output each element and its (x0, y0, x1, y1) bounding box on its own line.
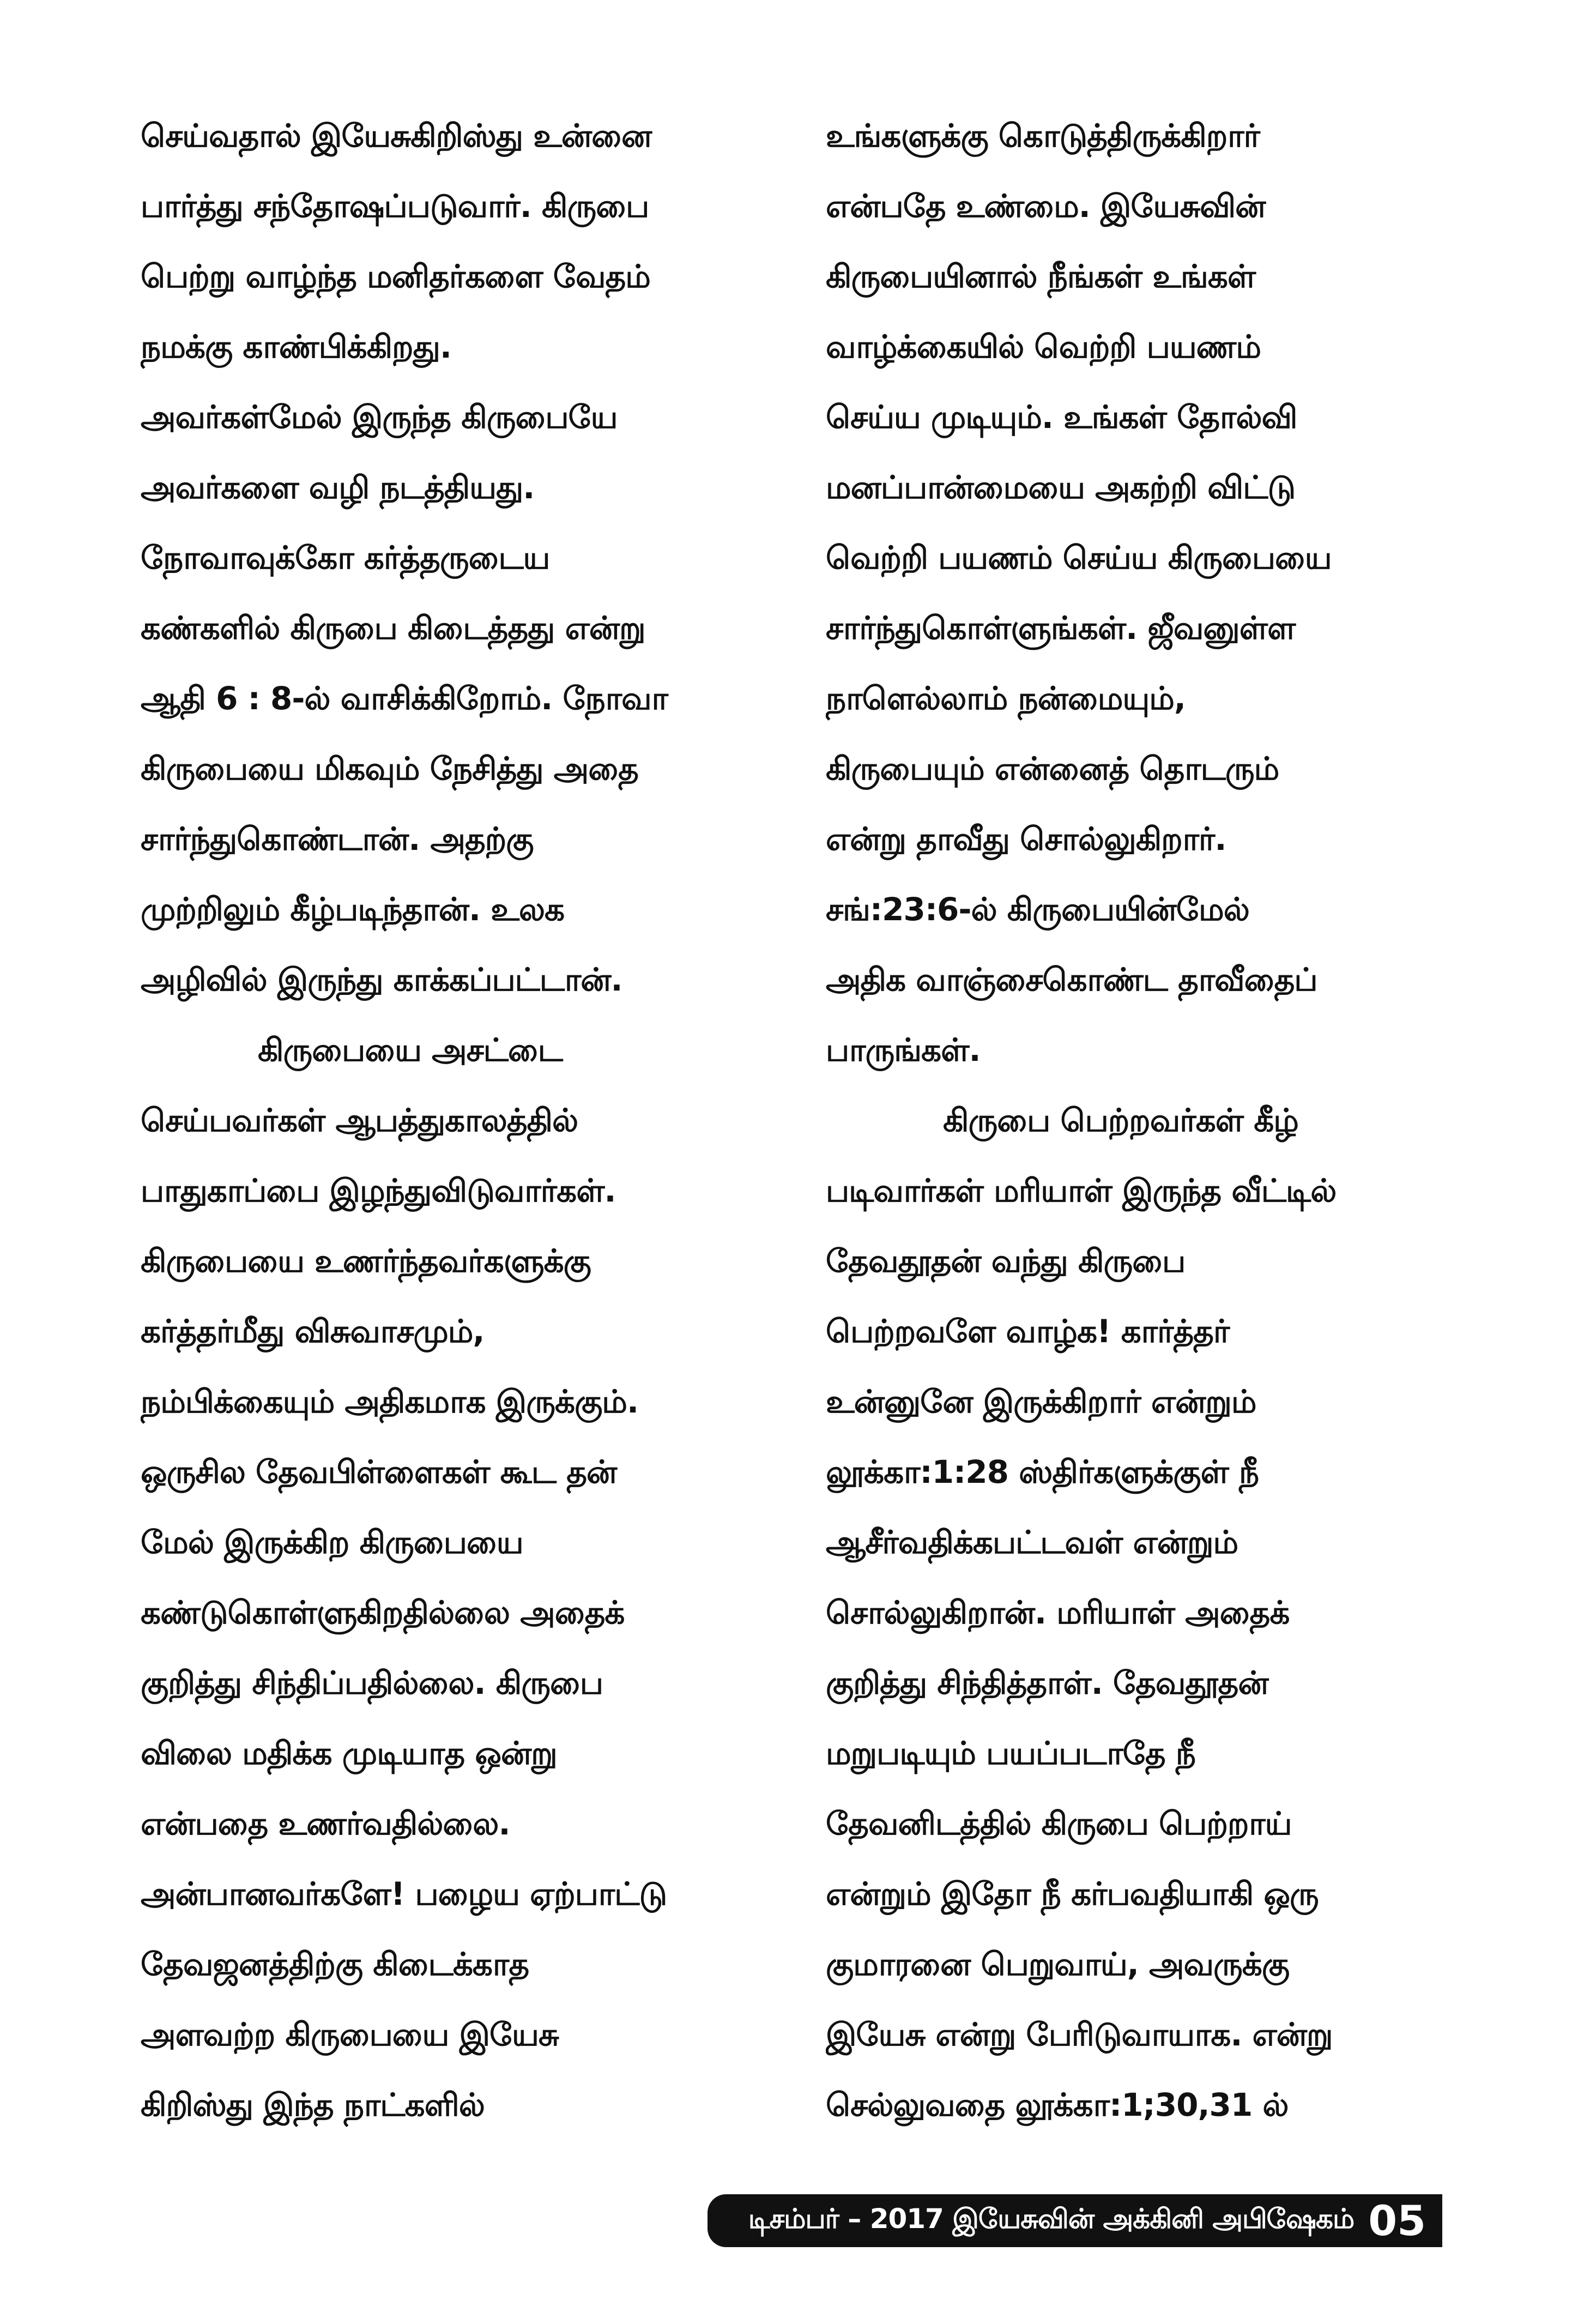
text-line: அதிக வாஞ்சைகொண்ட தாவீதைப் (826, 961, 1317, 998)
text-line: நமக்கு காண்பிக்கிறது. (141, 328, 451, 365)
text-line: கண்டுகொள்ளுகிறதில்லை அதைக் (141, 1594, 625, 1631)
text-line: சார்ந்துகொண்டான். அதற்கு (141, 820, 534, 858)
text-line: பெற்று வாழ்ந்த மனிதர்களை வேதம் (141, 258, 650, 295)
text-line: பெற்றவளே வாழ்க! கார்த்தர் (826, 1313, 1230, 1350)
text-line: ஆதி 6 : 8-ல் வாசிக்கிறோம். நோவா (141, 680, 668, 717)
text-line: தேவதூதன் வந்து கிருபை (826, 1242, 1186, 1279)
text-line: உன்னுனே இருக்கிறார் என்றும் (826, 1383, 1256, 1420)
text-line: குறித்து சிந்திப்பதில்லை. கிருபை (141, 1664, 603, 1701)
text-line: நாளெல்லாம் நன்மையும், (826, 680, 1186, 717)
paragraph-start-line: கிருபையை அசட்டை (258, 1031, 563, 1069)
text-line: நம்பிக்கையும் அதிகமாக இருக்கும். (141, 1383, 638, 1420)
text-line: செய்வதால் இயேசுகிறிஸ்து உன்னை (141, 117, 652, 154)
paragraph-start-line: கிருபை பெற்றவர்கள் கீழ் (943, 1102, 1298, 1139)
text-line: இயேசு என்று பேரிடுவாயாக. என்று (826, 2016, 1333, 2053)
text-line: பாருங்கள். (826, 1031, 981, 1069)
text-line: தேவஜனத்திற்கு கிடைக்காத (141, 1946, 529, 1983)
text-line: ஒருசில தேவபிள்ளைகள் கூட தன் (141, 1453, 617, 1490)
text-line: கிறிஸ்து இந்த நாட்களில் (141, 2086, 485, 2123)
right-column (826, 101, 1513, 2140)
text-line: செய்ய முடியும். உங்கள் தோல்வி (826, 399, 1297, 436)
text-line: அவர்கள்மேல் இருந்த கிருபையே (141, 399, 618, 436)
text-line: அழிவில் இருந்து காக்கப்பட்டான். (141, 961, 622, 998)
text-line: கண்களில் கிருபை கிடைத்தது என்று (141, 609, 645, 647)
text-line: செல்லுவதை லூக்கா:1;30,31 ல் (826, 2086, 1289, 2123)
left-column (141, 101, 827, 2140)
text-line: அளவற்ற கிருபையை இயேசு (141, 2016, 559, 2053)
text-line: ஆசீர்வதிக்கபட்டவள் என்றும் (826, 1524, 1238, 1561)
text-line: கர்த்தர்மீது விசுவாசமும், (141, 1313, 485, 1350)
text-line: கிருபையும் என்னைத் தொடரும் (826, 750, 1279, 787)
text-line: வெற்றி பயணம் செய்ய கிருபையை (826, 539, 1332, 576)
text-line: நோவாவுக்கோ கர்த்தருடைய (141, 539, 550, 576)
text-line: என்பதை உணர்வதில்லை. (141, 1805, 510, 1842)
text-line: சொல்லுகிறான். மரியாள் அதைக் (826, 1594, 1290, 1631)
page-number: 05 (1368, 2196, 1426, 2245)
text-line: என்றும் இதோ நீ கர்பவதியாகி ஒரு (826, 1875, 1319, 1912)
text-line: என்று தாவீது சொல்லுகிறார். (826, 820, 1226, 858)
text-line: உங்களுக்கு கொடுத்திருக்கிறார் (826, 117, 1260, 154)
text-line: பார்த்து சந்தோஷப்படுவார். கிருபை (141, 188, 649, 225)
footer-publication-title: டிசம்பர் – 2017 இயேசுவின் அக்கினி அபிஷேகம் (748, 2203, 1355, 2235)
text-line: பாதுகாப்பை இழந்துவிடுவார்கள். (141, 1172, 616, 1209)
text-line: வாழ்க்கையில் வெற்றி பயணம் (826, 328, 1261, 365)
text-line: செய்பவர்கள் ஆபத்துகாலத்தில் (141, 1102, 578, 1139)
text-line: விலை மதிக்க முடியாத ஒன்று (141, 1735, 557, 1772)
text-line: மேல் இருக்கிற கிருபையை (141, 1524, 523, 1561)
text-line: கிருபையினால் நீங்கள் உங்கள் (826, 258, 1256, 295)
text-line: முற்றிலும் கீழ்படிந்தான். உலக (141, 891, 565, 928)
text-line: குமாரனை பெறுவாய், அவருக்கு (826, 1946, 1290, 1983)
text-line: கிருபையை மிகவும் நேசித்து அதை (141, 750, 638, 787)
text-line: அன்பானவர்களே! பழைய ஏற்பாட்டு (141, 1875, 667, 1912)
text-line: தேவனிடத்தில் கிருபை பெற்றாய் (826, 1805, 1292, 1842)
text-line: குறித்து சிந்தித்தாள். தேவதூதன் (826, 1664, 1268, 1701)
text-line: என்பதே உண்மை. இயேசுவின் (826, 188, 1266, 225)
text-line: சார்ந்துகொள்ளுங்கள். ஜீவனுள்ள (826, 609, 1296, 647)
text-line: லூக்கா:1:28 ஸ்திர்களுக்குள் நீ (826, 1453, 1259, 1490)
text-line: மறுபடியும் பயப்படாதே நீ (826, 1735, 1196, 1772)
page-footer (708, 2194, 1442, 2247)
text-line: கிருபையை உணர்ந்தவர்களுக்கு (141, 1242, 591, 1279)
text-line: மனப்பான்மையை அகற்றி விட்டு (826, 469, 1296, 506)
text-line: அவர்களை வழி நடத்தியது. (141, 469, 535, 506)
text-line: சங்:23:6-ல் கிருபையின்மேல் (826, 891, 1249, 928)
text-line: படிவார்கள் மரியாள் இருந்த வீட்டில் (826, 1172, 1337, 1209)
